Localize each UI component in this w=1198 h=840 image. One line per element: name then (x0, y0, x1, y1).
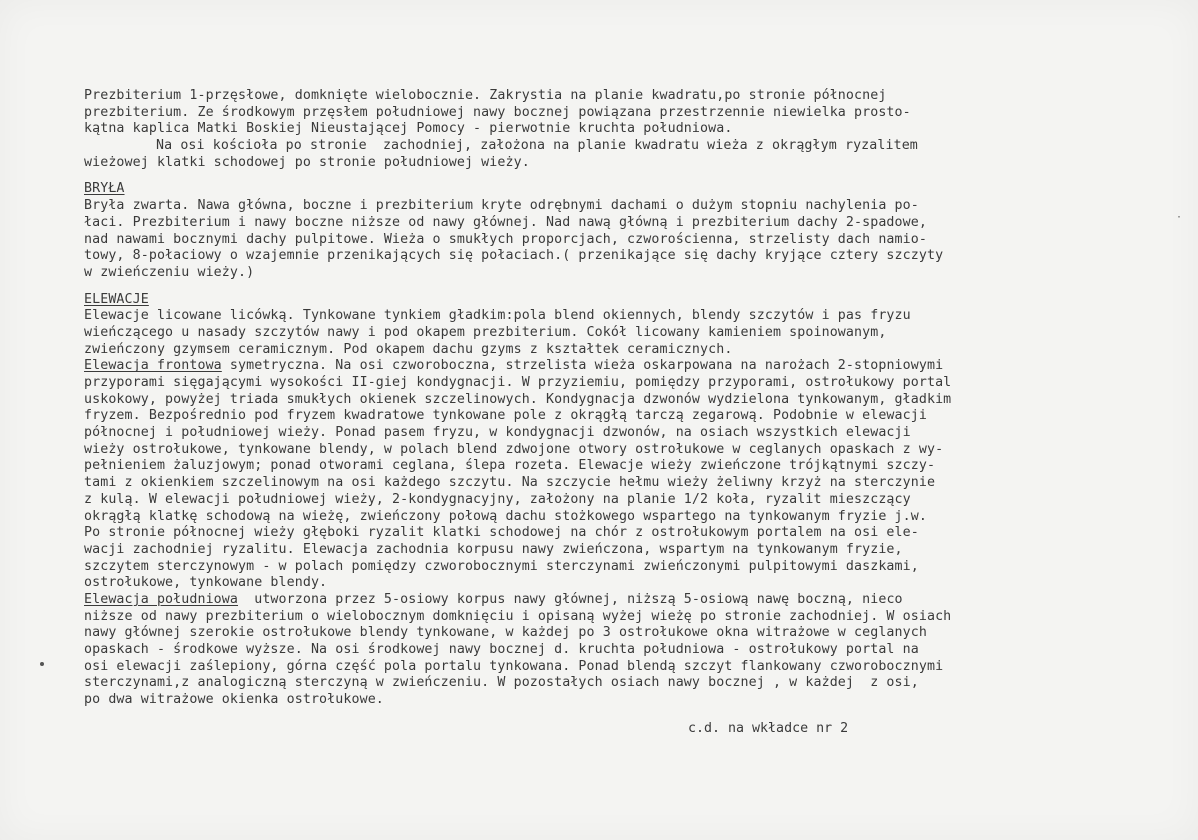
text-line: wieńczącego u nasady szczytów nawy i pod okapem prezbiterium. Cokół licowany kamieniem spoinowanym, (84, 324, 887, 340)
text-line: opaskach - środkowe wyższe. Na osi środkowej nawy bocznej d. kruchta południowa - ostrołukowy portal na (84, 642, 919, 657)
text-line: pełnieniem żaluzjowym; ponad otworami ceglana, ślepa rozeta. Elewacje wieży zwieńczone trójkątnymi szczy- (84, 458, 936, 474)
text-line: z kulą. W elewacji południowej wieży, 2-kondygnacyjny, założony na planie 1/2 koła, ryzalit mieszczący (84, 491, 911, 507)
text-line: Po stronie północnej wieży głęboki ryzalit klatki schodowej na chór z ostrołukowym portalem na osi ele- (84, 525, 919, 541)
section-heading-elewacje: ELEWACJE (84, 291, 149, 307)
text-line: uskokowy, powyżej triada smukłych okienek szczelinowych. Kondygnacja dzwonów wydzielona tynkowanym, gładkim (84, 391, 952, 407)
text-line: nad nawami bocznymi dachy pulpitowe. Wieża o smukłych proporcjach, czworościenna, strzelisty dach namio- (84, 231, 927, 247)
text-line: ostrołukowe, tynkowane blendy. (84, 575, 328, 591)
text-line: Prezbiterium 1-przęsłowe, domknięte wielobocznie. Zakrystia na planie kwadratu,po stronie północnej (84, 88, 887, 103)
continuation-note: c.d. na wkładce nr 2 (688, 721, 849, 736)
text-line: towy, 8-połaciowy o wzajemnie przenikających się połaciach.( przenikające się dachy kryjące cztery szczyty (84, 248, 944, 264)
margin-tick-mark: · (1176, 212, 1183, 223)
text-line: przyporami sięgającymi wysokości II-giej kondygnacji. W przyziemiu, pomiędzy przyporami, ostrołukowy portal (84, 375, 952, 390)
text-line: nawy głównej szerokie ostrołukowe blendy tynkowane, w każdej po 3 ostrołukowe okna witrażowe w ceglanych (84, 625, 927, 641)
text-line: łaci. Prezbiterium i nawy boczne niższe od nawy głównej. Nad nawą główną i prezbiterium dachy 2-spadowe, (84, 214, 927, 230)
text-line: symetryczna. Na osi czworoboczna, strzelista wieża oskarpowana na narożach 2-stopniowymi (221, 358, 944, 374)
subheading-frontowa: Elewacja frontowa (84, 358, 222, 374)
text-line: tami z okienkiem szczelinowym na osi każdego szczytu. Na szczycie hełmu wieży żeliwny krzyż na sterczynie (84, 475, 936, 491)
text-line: szczytem sterczynowym - w polach pomiędzy czworobocznymi sterczynami zwieńczonymi pulpitowymi daszkami, (84, 558, 919, 574)
text-line: niższe od nawy prezbiterium o wielobocznym domknięciu i opisaną wyżej wieżę po stronie zachodniej. W osiach (84, 608, 952, 624)
text-line: osi elewacji zaślepiony, górna część pola portalu tynkowana. Ponad blendą szczyt flankowany czworobocznymi (84, 658, 944, 674)
text-line: wacji zachodniej ryzalitu. Elewacja zachodnia korpusu nawy zwieńczona, wspartym na tynkowanym fryzie, (84, 541, 903, 557)
margin-dot-mark (40, 662, 44, 666)
text-line: kątna kaplica Matki Boskiej Nieustającej Pomocy - pierwotnie kruchta południowa. (84, 121, 733, 137)
section-heading-bryla: BRYŁA (84, 181, 125, 197)
text-line: Bryła zwarta. Nawa główna, boczne i prezbiterium kryte odrębnymi dachami o dużym stopniu nachylenia po- (84, 198, 919, 214)
text-line: wieży ostrołukowe, tynkowane blendy, w polach blend zdwojone otwory ostrołukowe w ceglanych opaskach z wy- (84, 441, 944, 457)
text-line: prezbiterium. Ze środkowym przęsłem południowej nawy bocznej powiązana przestrzennie niewielka prosto- (84, 104, 911, 120)
text-line: zwieńczony gzymsem ceramicznym. Pod okapem dachu gzyms z kształtek ceramicznych. (84, 341, 733, 357)
text-line: fryzem. Bezpośrednio pod fryzem kwadratowe tynkowane pole z okrągłą tarczą zegarową. Podobnie w elewacji (84, 408, 927, 424)
document-body (84, 88, 1174, 709)
text-line: sterczynami,z analogiczną sterczyną w zwieńczeniu. W pozostałych osiach nawy bocznej , w każdej z osi, (84, 675, 919, 691)
subheading-poludniowa: Elewacja południowa (84, 591, 239, 607)
text-line: Elewacje licowane licówką. Tynkowane tynkiem gładkim:pola blend okiennych, blendy szczytów i pas fryzu (84, 308, 911, 324)
text-line: okrągłą klatkę schodową na wieżę, zwieńczony połową dachu stożkowego wspartego na tynkowanym fryzie j.w. (84, 508, 927, 524)
text-line: utworzona przez 5-osiowy korpus nawy głównej, niższą 5-osiową nawę boczną, nieco (238, 591, 903, 607)
text-line: wieżowej klatki schodowej po stronie południowej wieży. (84, 154, 530, 170)
text-line: północnej i południowej wieży. Ponad pasem fryzu, w kondygnacji dzwonów, na osiach wszystkich elewacji (84, 425, 911, 441)
text-line: w zwieńczeniu wieży.) (84, 264, 255, 280)
text-line: po dwa witrażowe okienka ostrołukowe. (84, 692, 384, 708)
text-line: Na osi kościoła po stronie zachodniej, założona na planie kwadratu wieża z okrągłym ryzalitem (156, 138, 918, 154)
